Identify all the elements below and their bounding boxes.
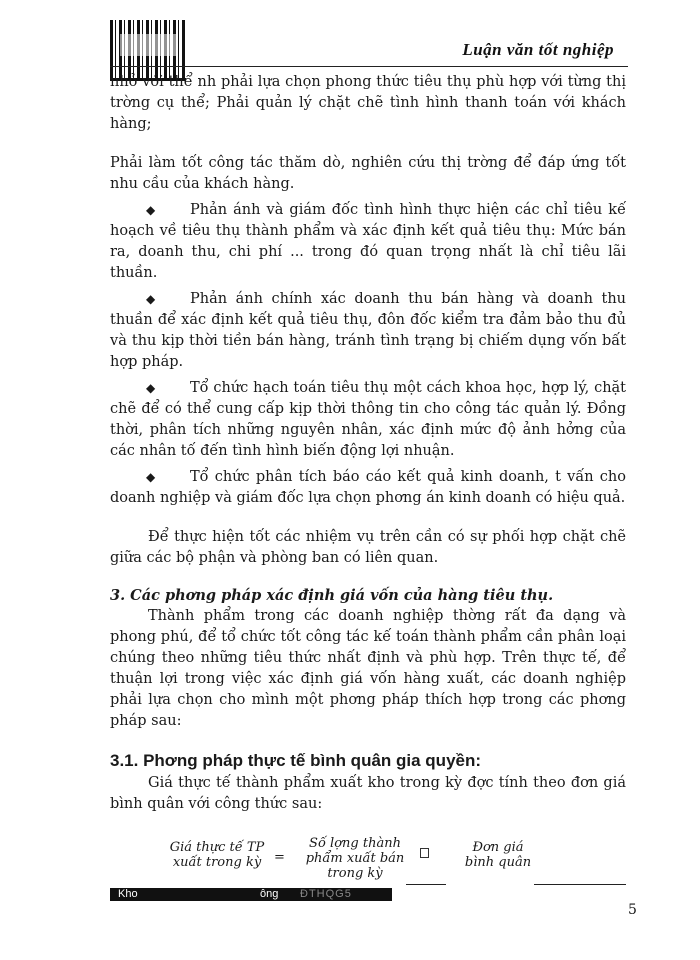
formula-rule — [406, 884, 446, 885]
footer-right-text: ĐTHQG5 — [300, 888, 352, 900]
page-number: 5 — [628, 902, 637, 918]
paragraph: nhỏ với thể nh phải lựa chọn phong thức tiêu thụ phù hợp với từng thị trờng cụ thể; Phải quản lý chặt chẽ tình hình thanh toán với khách hàng; — [110, 74, 626, 132]
multiply-box-icon — [420, 848, 429, 858]
header-rule — [110, 66, 628, 67]
bullet-item: ◆ Tổ chức phân tích báo cáo kết quả kinh doanh, t vấn cho doanh nghiệp và giám đốc lựa chọn phơng án kinh doanh có hiệu quả. — [110, 469, 626, 506]
page-body — [110, 72, 626, 815]
diamond-bullet-icon: ◆ — [146, 381, 156, 395]
bullet-item: ◆ Phản ánh chính xác doanh thu bán hàng và doanh thu thuần để xác định kết quả tiêu thụ, đôn đốc kiểm tra đảm bảo thu đủ và thu kịp thời tiền bán hàng, tránh tình trạng bị chiếm dụng vốn bất hợp pháp. — [110, 291, 626, 370]
footer-left-text: Kho — [118, 888, 138, 900]
diamond-bullet-icon: ◆ — [146, 203, 156, 217]
paragraph: Giá thực tế thành phẩm xuất kho trong kỳ đợc tính theo đơn giá bình quân với công thức sau: — [110, 775, 626, 812]
bullet-item: ◆ Phản ánh và giám đốc tình hình thực hiện các chỉ tiêu kế hoạch về tiêu thụ thành phẩm và xác định kết quả tiêu thụ: Mức bán ra, doanh thu, chi phí ... trong đó quan trọng nhất là chỉ tiêu lãi thuần. — [110, 202, 626, 281]
formula-left-term: Giá thực tế TP xuất trong kỳ — [169, 840, 265, 870]
subsection-heading: 3.1. Phơng pháp thực tế bình quân gia quyền: — [110, 751, 482, 770]
diamond-bullet-icon: ◆ — [146, 470, 156, 484]
paragraph: Phải làm tốt công tác thăm dò, nghiên cứu thị trờng để đáp ứng tốt nhu cầu của khách hàng. — [110, 155, 626, 192]
formula-right-term: Đơn giá bình quân — [464, 840, 532, 870]
diamond-bullet-icon: ◆ — [146, 292, 156, 306]
paragraph: Thành phẩm trong các doanh nghiệp thờng rất đa dạng và phong phú, để tổ chức tốt công tác kế toán thành phẩm cần phân loại chúng theo những tiêu thức nhất định và phù hợp. Trên thực tế, để thuận lợi trong việc xác định giá vốn hàng xuất, các doanh nghiệp phải lựa chọn cho mình một phơng pháp thích hợp trong các phơng pháp sau: — [110, 608, 626, 729]
footer-middle-text: ông — [260, 888, 279, 900]
formula-equals: = — [274, 850, 285, 865]
formula-middle-term: Số lợng thành phẩm xuất bán trong kỳ — [305, 836, 405, 881]
formula-rule — [534, 884, 626, 885]
footer-bar — [110, 888, 392, 901]
paragraph: Để thực hiện tốt các nhiệm vụ trên cần có sự phối hợp chặt chẽ giữa các bộ phận và phòng ban có liên quan. — [110, 529, 626, 566]
bullet-item: ◆ Tổ chức hạch toán tiêu thụ một cách khoa học, hợp lý, chặt chẽ để có thể cung cấp kịp thời thông tin cho công tác quản lý. Đồng thời, phân tích những nguyên nhân, xác định mức độ ảnh hởng của các nhân tố đến tình hình biến động lợi nhuận. — [110, 380, 626, 459]
cost-formula — [110, 814, 630, 894]
header-title: Luận văn tốt nghiệp — [462, 40, 614, 59]
section-heading: 3. Các phơng pháp xác định giá vốn của hàng tiêu thụ. — [110, 587, 554, 604]
